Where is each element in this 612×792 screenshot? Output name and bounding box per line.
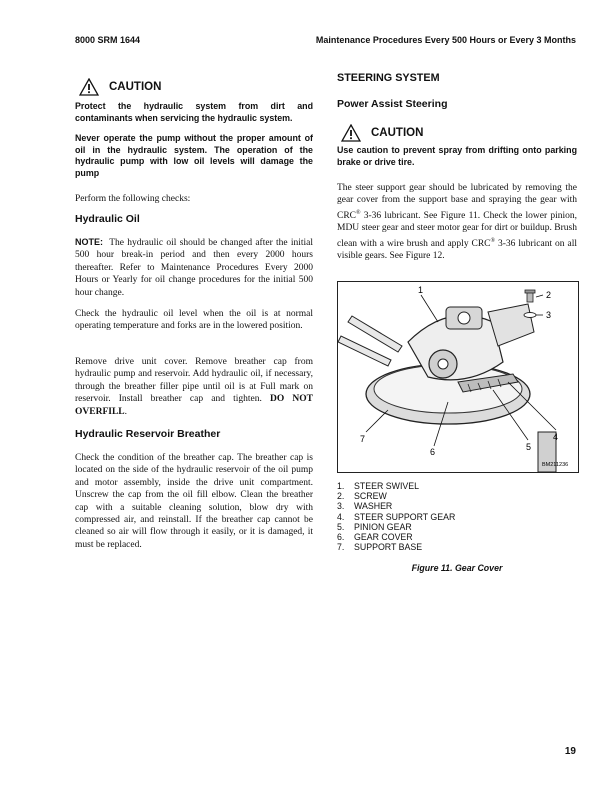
do-not-overfill-warning: DO NOT OVERFILL xyxy=(75,394,313,417)
hydraulic-oil-note xyxy=(75,236,313,299)
legend-item: 5. PINION GEAR xyxy=(337,521,412,532)
legend-item: 2. SCREW xyxy=(337,491,387,502)
remove-cover-text: Remove drive unit cover. Remove breather cap from hydraulic pump and reservoir. Add hydraulic oil, if necessary, through the breather filler pipe until oil is at Full mark on reservoir. Install breather cap and tighten. DO NOT OVERFILL. xyxy=(75,357,313,417)
intro-text: Perform the following checks: xyxy=(75,194,191,204)
registered-mark: ® xyxy=(490,237,496,244)
legend-item: 4. STEER SUPPORT GEAR xyxy=(337,511,456,522)
caution-spray-text: Use caution to prevent spray from drifting onto parking brake or drive tire. xyxy=(337,145,577,167)
header-document-id: 8000 SRM 1644 xyxy=(75,35,141,45)
caution-pump-text: Never operate the pump without the proper amount of oil in the hydraulic system. The operation of the hydraulic pump with low oil levels will damage the pump xyxy=(75,133,313,178)
note-text: The hydraulic oil should be changed after the initial 500 hour break-in period and then every 2000 hours thereafter. Refer to Maintenance Procedures Every 2000 Hours or Yearly for oil change procedures for the initial 500 hour change. xyxy=(75,238,314,298)
left-caution-block xyxy=(75,78,313,179)
callout-2: 2 xyxy=(546,290,552,300)
legend-item: 6. GEAR COVER xyxy=(337,532,413,543)
legend-item: 7. SUPPORT BASE xyxy=(337,542,423,553)
caution-title: CAUTION xyxy=(109,81,162,93)
gear-cover-illustration xyxy=(338,282,578,472)
warning-triangle-icon xyxy=(79,78,99,96)
legend-item: 1. STEER SWIVEL xyxy=(337,481,420,491)
callout-5: 5 xyxy=(526,442,532,452)
breather-heading: Hydraulic Reservoir Breather xyxy=(75,428,221,440)
callout-4: 4 xyxy=(553,432,559,442)
note-label: NOTE: xyxy=(75,237,103,247)
callout-3: 3 xyxy=(546,310,552,320)
header-section-title: Maintenance Procedures Every 500 Hours or Every 3 Months xyxy=(315,35,576,45)
warning-triangle-icon xyxy=(341,124,361,142)
check-oil-level-text: Check the hydraulic oil level when the oil is at normal operating temperature and forks are in the lowered position. xyxy=(75,309,313,332)
figure-caption: Figure 11. Gear Cover xyxy=(411,563,503,573)
hydraulic-oil-heading: Hydraulic Oil xyxy=(75,213,140,225)
gear-cover-figure xyxy=(337,281,579,473)
steering-system-heading: STEERING SYSTEM xyxy=(337,72,440,84)
page-number: 19 xyxy=(564,746,576,757)
callout-6: 6 xyxy=(430,447,436,457)
right-caution-block xyxy=(337,124,577,168)
lubrication-text: The steer support gear should be lubricated by removing the gear cover from the support base and spraying the gear with CRC® 3-36 lubricant. See Figure 11. Check the lower pinion, MDU steer gear and steer motor gear for dirt or buildup. Brush clean with a wire brush and apply CRC® 3-36 lubricant on all visible gears. See Figure 12. xyxy=(337,183,577,262)
legend-item: 3. WASHER xyxy=(337,501,393,512)
figure-legend xyxy=(337,481,455,552)
registered-mark: ® xyxy=(356,209,361,216)
callout-1: 1 xyxy=(418,285,424,295)
caution-contaminants-text: Protect the hydraulic system from dirt and contaminants when servicing the hydraulic system. xyxy=(75,101,313,123)
figure-code: BM211236 xyxy=(542,462,569,468)
remove-cover-instructions: Remove drive unit cover. Remove breather cap from hydraulic pump and reservoir. Add hydraulic oil, if necessary, through the breather filler pipe until oil is at Full mark on reservoir. Install breather cap and tighten. xyxy=(75,357,313,405)
callout-7: 7 xyxy=(360,434,366,444)
power-assist-steering-heading: Power Assist Steering xyxy=(337,98,448,110)
breather-text: Check the condition of the breather cap. The breather cap is located on the side of the hydraulic reservoir of the oil pump and motor assembly, inside the drive unit compartment. Unscrew the cap from the oil fill elbow. Clean the breather cap with a suitable cleaning solution, blow dry with compressed air, and reinstall. If the breather cap cannot be cleaned so air will flow through it easily, or it is damaged, it must be replaced. xyxy=(75,453,313,550)
caution-title: CAUTION xyxy=(371,127,424,139)
